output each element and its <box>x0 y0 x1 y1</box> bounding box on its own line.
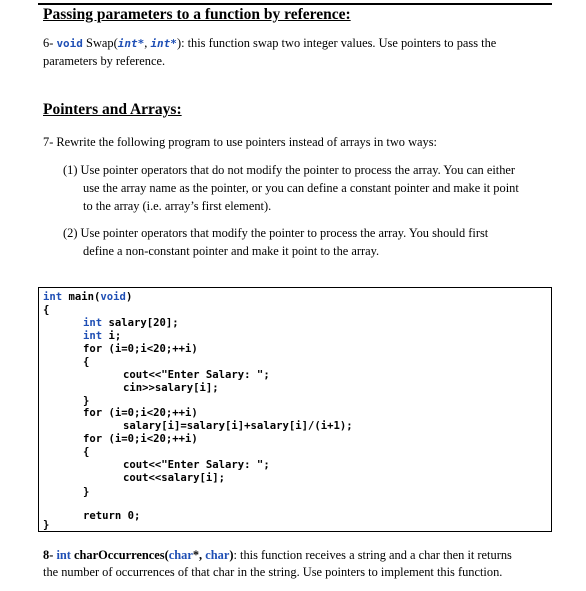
section-heading-pointers-arrays: Pointers and Arrays: <box>43 101 182 118</box>
question-8-line-1 <box>43 546 512 564</box>
code-keyword-void: void <box>100 291 126 303</box>
code-brace-close-2: } <box>83 486 90 498</box>
q8-param-separator: *, <box>192 548 203 562</box>
code-for-loop-1: for (i=0;i<20;++i) <box>83 343 198 355</box>
code-for-loop-3: for (i=0;i<20;++i) <box>83 433 198 445</box>
code-decl-salary-rest: salary[20]; <box>102 317 179 329</box>
section-heading-pass-by-reference: Passing parameters to a function by reference: <box>43 6 351 23</box>
code-brace-close-1: } <box>83 395 90 407</box>
top-rule <box>38 3 552 5</box>
question-6-line-1 <box>43 34 496 53</box>
char-occurrences-function-name: charOccurrences( <box>74 548 169 562</box>
q8-param-type-1: char <box>168 548 193 562</box>
code-decl-salary <box>83 317 179 330</box>
code-cin-salary: cin>>salary[i]; <box>123 382 219 394</box>
question-8-line-2: the number of occurrences of that char in the string. Use pointers to implement this function. <box>43 565 503 579</box>
subitem-1-line-1: (1) Use pointer operators that do not modify the pointer to process the array. You can either <box>63 163 516 177</box>
code-brace-open-1: { <box>83 356 90 368</box>
param-separator: , <box>144 36 148 50</box>
code-cout-salary: cout<<salary[i]; <box>123 472 226 484</box>
code-decl-i <box>83 330 121 343</box>
code-keyword-int: int <box>83 330 103 342</box>
code-return: return 0; <box>83 510 141 522</box>
code-for-loop-2: for (i=0;i<20;++i) <box>83 407 198 419</box>
code-block <box>38 287 552 532</box>
subitem-1-line-2: use the array name as the pointer, or you can define a constant pointer and make it point <box>83 181 519 195</box>
code-open-brace: { <box>43 304 50 316</box>
code-keyword-int: int <box>43 291 63 303</box>
code-main-name: main( <box>62 291 101 303</box>
q8-paren-close: ) <box>229 548 234 562</box>
question-8-description: : this function receives a string and a char then it returns <box>233 548 512 562</box>
question-6-line-2: parameters by reference. <box>43 54 166 68</box>
subitem-2-line-1: (2) Use pointer operators that modify the pointer to process the array. You should first <box>63 226 489 240</box>
q8-param-type-2: char <box>205 548 230 562</box>
question-6-description: ): this function swap two integer values. Use pointers to pass the <box>176 36 497 50</box>
code-keyword-int: int <box>83 317 103 329</box>
code-cout-prompt-2: cout<<"Enter Salary: "; <box>123 459 270 471</box>
code-cout-prompt-1: cout<<"Enter Salary: "; <box>123 369 270 381</box>
code-brace-open-2: { <box>83 446 90 458</box>
q8-keyword-int: int <box>56 548 71 562</box>
keyword-void: void <box>56 37 83 50</box>
question-6-number: 6- <box>43 36 54 50</box>
code-main-signature <box>43 291 132 304</box>
code-decl-i-rest: i; <box>102 330 122 342</box>
code-close-brace: } <box>43 519 50 531</box>
param-type-2: int* <box>150 37 177 50</box>
subitem-2-line-2: define a non-constant pointer and make it point to the array. <box>83 244 380 258</box>
subitem-1-line-3: to the array (i.e. array’s first element). <box>83 199 272 213</box>
question-8-number: 8- <box>43 548 54 562</box>
param-type-1: int* <box>117 37 145 50</box>
swap-function-name: Swap( <box>86 36 118 50</box>
code-assign-salary: salary[i]=salary[i]+salary[i]/(i+1); <box>123 420 353 432</box>
question-7-text: 7- Rewrite the following program to use pointers instead of arrays in two ways: <box>43 135 438 149</box>
code-paren-close: ) <box>125 291 133 303</box>
